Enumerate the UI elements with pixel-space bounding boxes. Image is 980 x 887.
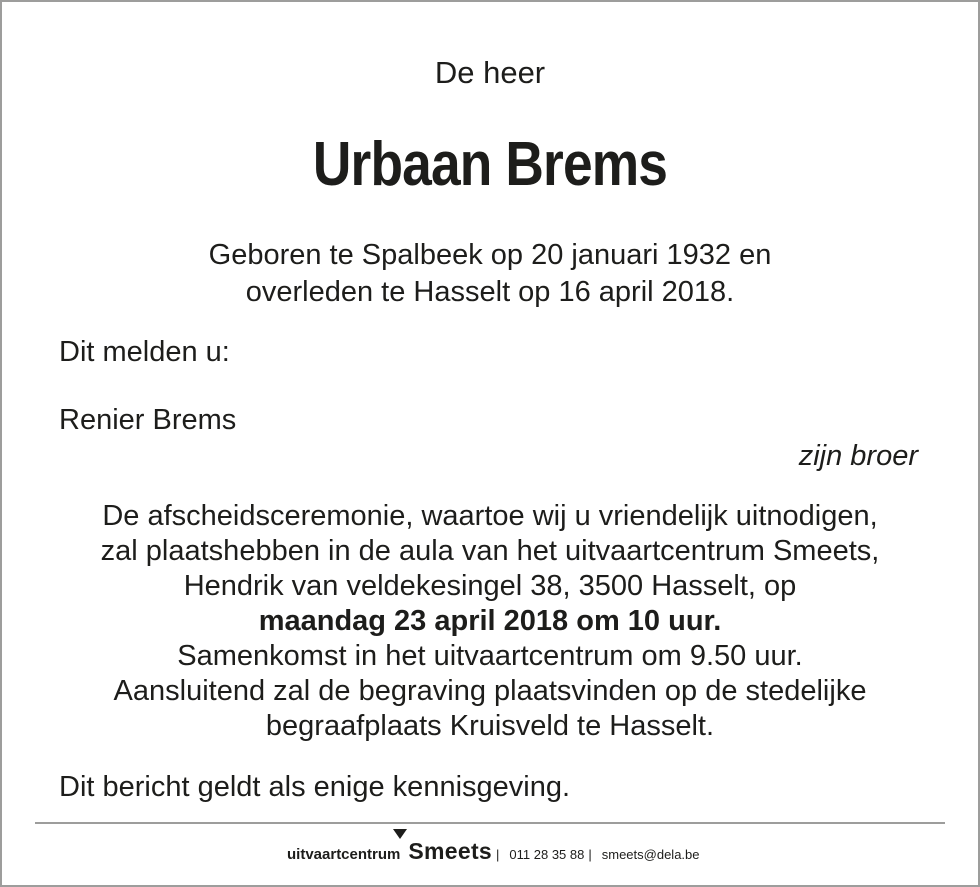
footer-separator: |: [588, 847, 592, 862]
ceremony-line: Hendrik van veldekesingel 38, 3500 Hasselt, op: [183, 570, 797, 602]
footer-contact: [287, 838, 700, 868]
footer-email: smeets@dela.be: [601, 847, 700, 862]
footer-phone: 011 28 35 88: [509, 847, 585, 862]
ceremony-line: zal plaatshebben in de aula van het uitvaartcentrum Smeets,: [100, 535, 880, 567]
ceremony-line: begraafplaats Kruisveld te Hasselt.: [265, 710, 715, 742]
ceremony-block: [0, 499, 980, 744]
death-line: overleden te Hasselt op 16 april 2018.: [245, 276, 735, 308]
ceremony-date: maandag 23 april 2018 om 10 uur.: [258, 605, 722, 637]
footer-brand: Smeets: [408, 838, 493, 864]
footer-separator: |: [496, 847, 500, 862]
ceremony-line: Aansluitend zal de begraving plaatsvinden op de stedelijke: [113, 675, 867, 707]
ceremony-line: Samenkomst in het uitvaartcentrum om 9.50 uur.: [177, 640, 803, 672]
family-member-relation: zijn broer: [798, 440, 918, 472]
closing-text: Dit bericht geldt als enige kennisgeving.: [59, 771, 571, 803]
deceased-name: Urbaan Brems: [312, 130, 668, 199]
announce-text: Dit melden u:: [59, 336, 230, 368]
birth-death-info: [0, 237, 980, 311]
footer-divider: [35, 822, 945, 824]
footer-prefix: uitvaartcentrum: [287, 846, 401, 863]
ceremony-line: De afscheidsceremonie, waartoe wij u vriendelijk uitnodigen,: [102, 500, 878, 532]
family-member-name: Renier Brems: [59, 404, 237, 436]
salutation: De heer: [434, 55, 546, 90]
birth-line: Geboren te Spalbeek op 20 januari 1932 en: [208, 239, 772, 271]
